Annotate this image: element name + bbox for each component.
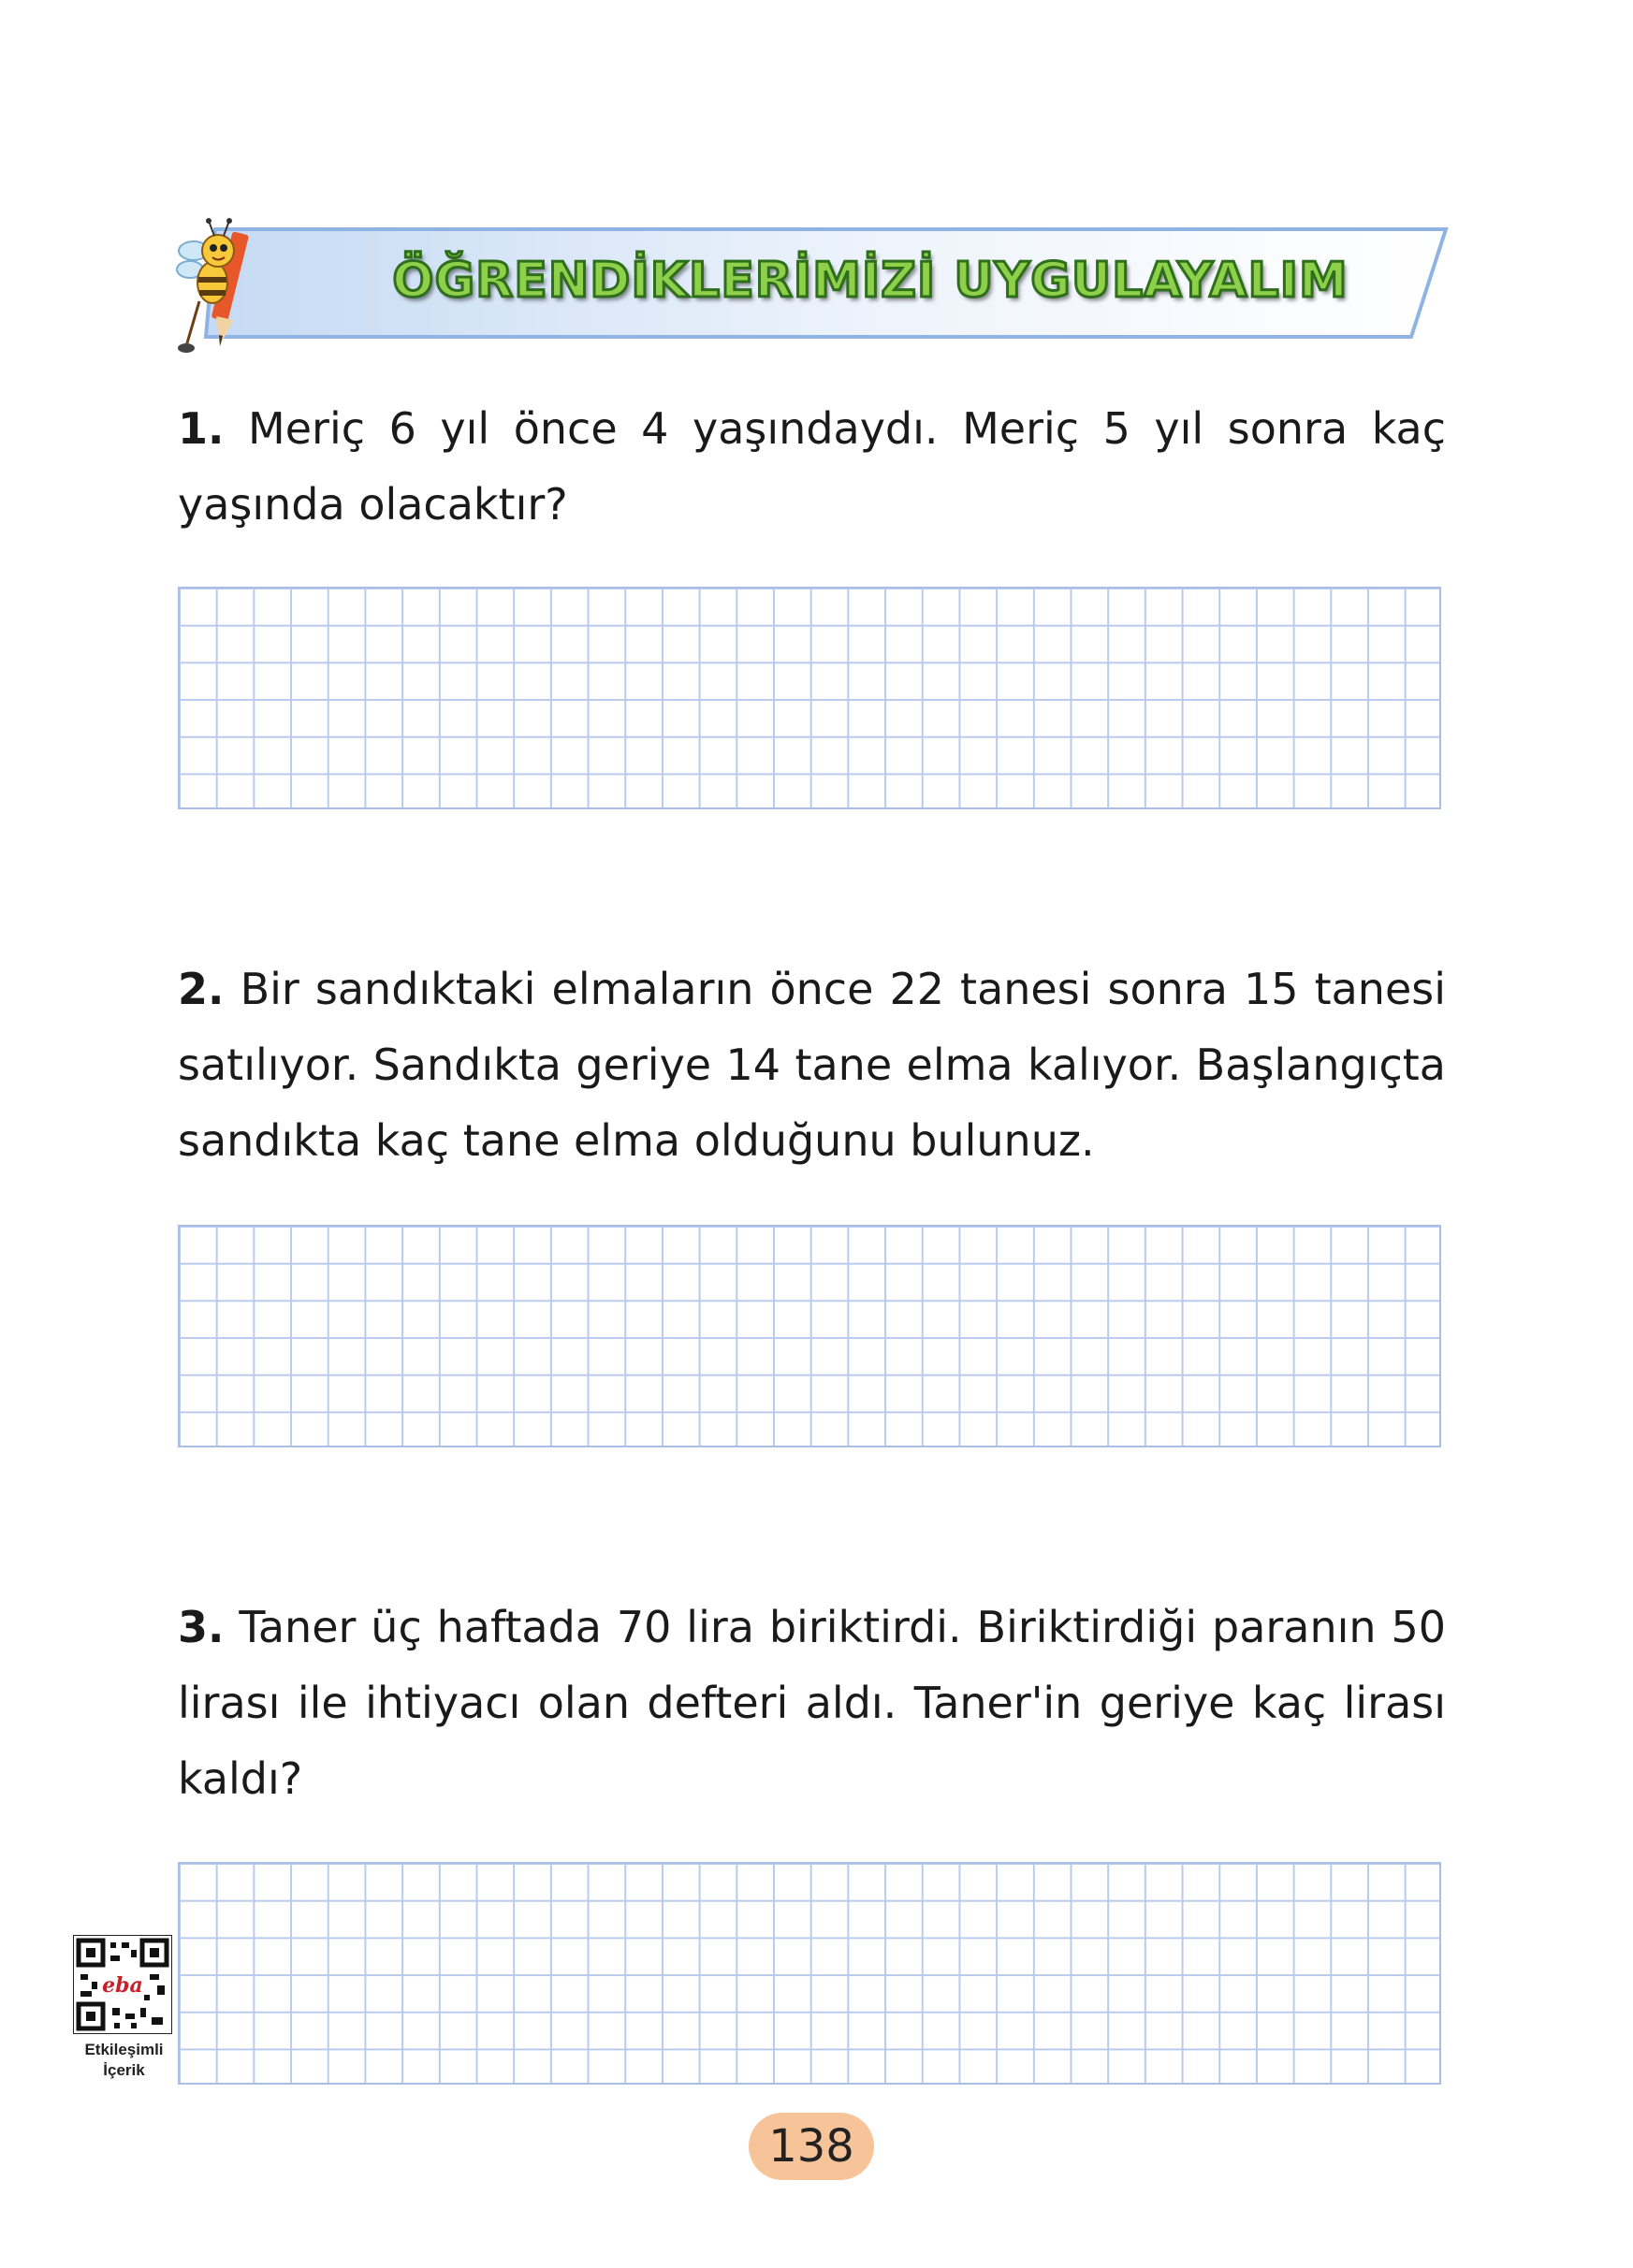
question-3 xyxy=(178,1590,1446,1817)
question-2 xyxy=(178,952,1446,1179)
section-banner xyxy=(178,225,1451,342)
answer-grid-2[interactable] xyxy=(178,1225,1441,1447)
question-text: Bir sandıktaki elmaların önce 22 tanesi sonra 15 tanesi satılıyor. Sandıkta geriye 14 tane elma kalıyor. Başlangıçta sandıkta kaç tane elma olduğunu bulunuz. xyxy=(178,964,1446,1166)
question-number: 1. xyxy=(178,403,225,454)
qr-label-line2: İçerik xyxy=(103,2061,145,2079)
question-number: 2. xyxy=(178,964,225,1014)
question-text: Meriç 6 yıl önce 4 yaşındaydı. Meriç 5 yıl sonra kaç yaşında olacaktır? xyxy=(178,403,1446,530)
qr-label-line1: Etkileşimli xyxy=(84,2041,164,2058)
question-text: Taner üç haftada 70 lira biriktirdi. Biriktirdiği paranın 50 lirası ile ihtiyacı olan defteri aldı. Taner'in geriye kaç lirası kaldı? xyxy=(178,1602,1446,1804)
question-number: 3. xyxy=(178,1602,225,1652)
banner-title: ÖĞRENDİKLERİMİZİ UYGULAYALIM xyxy=(392,253,1349,309)
page-number: 138 xyxy=(749,2113,874,2180)
qr-logo: eba xyxy=(102,1973,143,1998)
bee-pencil-icon xyxy=(173,215,262,356)
question-1 xyxy=(178,391,1446,543)
qr-label xyxy=(66,2040,182,2081)
answer-grid-1[interactable] xyxy=(178,587,1441,809)
answer-grid-3[interactable] xyxy=(178,1862,1441,2085)
qr-code-icon[interactable] xyxy=(73,1935,172,2034)
